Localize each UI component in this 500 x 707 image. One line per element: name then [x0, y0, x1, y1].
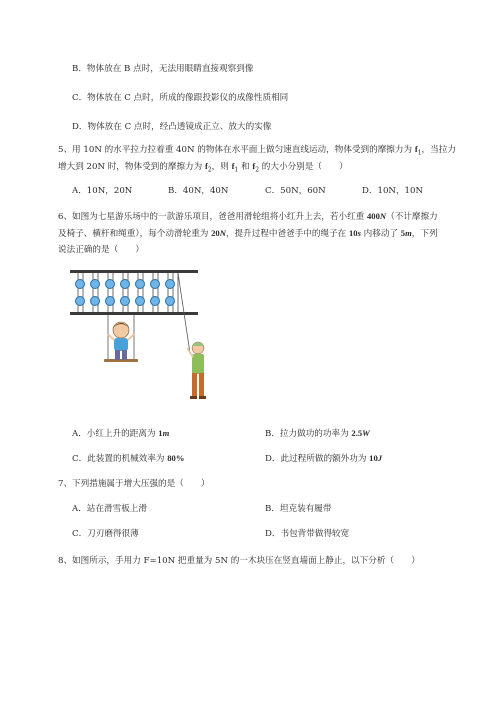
q6-option-a[interactable]: A．小红上升的距离为 1m: [72, 428, 170, 439]
q6-stem-line3: 说法正确的是（ ）: [58, 245, 144, 255]
father-figure: [187, 342, 206, 399]
q5-stem-line2: 增大到 20N 时，物体受到的摩擦力为 $f_2$，则 $f_1$ 和 $f_2$ 的大小分别是（ ）: [58, 161, 348, 174]
q6-stem-line1: 6、如图为七星游乐场中的一款游乐项目，爸爸用滑轮组将小红升上去，若小红重 400N（不计摩擦力: [58, 211, 438, 222]
q7-option-c[interactable]: C．刀刃磨得很薄: [72, 529, 139, 539]
prev-option-d: D．物体放在 C 点时，经凸透镜成正立、放大的实像: [72, 122, 272, 132]
q8-stem: 8、如图所示，手用力 F=10N 把重量为 5N 的一木块压在竖直墙面上静止，以下分析（ ）: [58, 556, 420, 566]
q7-option-b[interactable]: B．坦克装有履带: [265, 504, 332, 514]
q5-option-a[interactable]: A．10N，20N: [72, 186, 133, 196]
q7-option-a[interactable]: A．站在滑雪板上滑: [72, 504, 147, 514]
prev-option-c: C．物体放在 C 点时，所成的像跟投影仪的成像性质相同: [72, 93, 289, 103]
q6-stem-line2: 及椅子、横杆和绳重），每个动滑轮重为 20N，提升过程中爸爸手中的绳子在 10s 内移动了 5m，下列: [58, 228, 438, 239]
swing-seat: [104, 359, 138, 362]
q7-stem: 7、下列措施属于增大压强的是（ ）: [58, 479, 210, 489]
child-figure: [108, 322, 134, 360]
top-beam: [70, 270, 198, 273]
pulley-ropes: [78, 273, 178, 312]
lower-beam: [70, 312, 198, 315]
q7-option-d[interactable]: D．书包背带做得较宽: [265, 529, 350, 539]
q5-option-b[interactable]: B．40N，40N: [168, 186, 229, 196]
f1-symbol: f: [414, 144, 418, 154]
prev-option-b: B．物体放在 B 点时，无法用眼睛直接观察到像: [72, 64, 254, 74]
movable-pulleys: [76, 297, 175, 306]
q6-option-b[interactable]: B．拉力做功的功率为 2.5W: [265, 428, 370, 439]
q5-option-d[interactable]: D．10N，10N: [362, 186, 423, 196]
q6-option-d[interactable]: D．此过程所做的额外功为 10J: [265, 453, 383, 464]
fixed-pulleys: [76, 280, 175, 289]
pulley-system-figure: [70, 268, 250, 408]
q5-option-c[interactable]: C．50N，60N: [265, 186, 326, 196]
q5-stem-line1: 5、用 10N 的水平拉力拉着重 40N 的物体在水平面上做匀速直线运动，物体受到的摩擦力为 $f_1$，当拉力: [58, 144, 456, 157]
q6-option-c[interactable]: C．此装置的机械效率为 80%: [72, 453, 185, 464]
